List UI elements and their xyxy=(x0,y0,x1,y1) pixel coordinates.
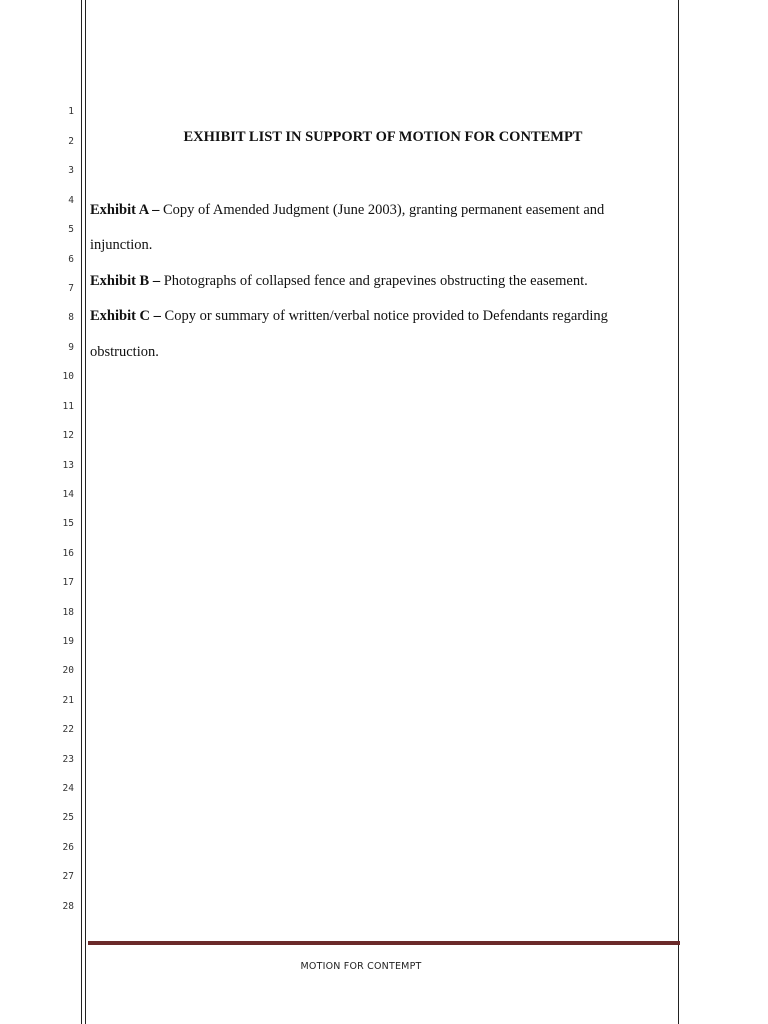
line-number: 7 xyxy=(68,283,74,294)
exhibit-b-entry xyxy=(90,272,588,290)
exhibit-c-label: Exhibit C xyxy=(90,308,151,324)
line-number: 28 xyxy=(62,901,74,912)
footer-divider xyxy=(88,941,680,945)
line-number: 25 xyxy=(62,812,74,823)
line-number-column xyxy=(40,0,74,1024)
line-number: 6 xyxy=(68,254,74,265)
line-number: 5 xyxy=(68,224,74,235)
exhibit-c-description: Copy or summary of written/verbal notice provided to Defendants regarding xyxy=(164,308,608,324)
left-margin-rule-inner xyxy=(85,0,86,1024)
line-number: 19 xyxy=(62,636,74,647)
exhibit-c-entry xyxy=(90,307,608,325)
exhibit-b-dash: – xyxy=(149,273,164,289)
line-number: 10 xyxy=(62,371,74,382)
line-number: 20 xyxy=(62,665,74,676)
exhibit-a-entry xyxy=(90,201,604,219)
line-number: 14 xyxy=(62,489,74,500)
line-number: 3 xyxy=(68,165,74,176)
exhibit-b-label: Exhibit B xyxy=(90,273,150,289)
exhibit-b-description: Photographs of collapsed fence and grapevines obstructing the easement. xyxy=(163,273,588,289)
line-number: 13 xyxy=(62,460,74,471)
line-number: 18 xyxy=(62,607,74,618)
exhibit-a-description-continued: injunction. xyxy=(90,237,153,253)
exhibit-a-description: Copy of Amended Judgment (June 2003), granting permanent easement and xyxy=(162,202,605,218)
line-number: 15 xyxy=(62,518,74,529)
line-number: 2 xyxy=(68,136,74,147)
left-margin-rule-outer xyxy=(81,0,82,1024)
exhibit-a-dash: – xyxy=(148,202,163,218)
exhibit-a-label: Exhibit A xyxy=(90,202,149,218)
line-number: 27 xyxy=(62,871,74,882)
line-number: 26 xyxy=(62,842,74,853)
document-title: EXHIBIT LIST IN SUPPORT OF MOTION FOR CONTEMPT xyxy=(183,129,583,145)
line-number: 8 xyxy=(68,312,74,323)
line-number: 4 xyxy=(68,195,74,206)
exhibit-c-dash: – xyxy=(150,308,165,324)
line-number: 9 xyxy=(68,342,74,353)
line-number: 16 xyxy=(62,548,74,559)
line-number: 17 xyxy=(62,577,74,588)
line-number: 12 xyxy=(62,430,74,441)
exhibit-c-description-continued: obstruction. xyxy=(90,344,159,360)
line-number: 23 xyxy=(62,754,74,765)
right-margin-rule xyxy=(678,0,679,1024)
line-number: 21 xyxy=(62,695,74,706)
line-number: 1 xyxy=(68,106,74,117)
line-number: 11 xyxy=(62,401,74,412)
line-number: 22 xyxy=(62,724,74,735)
footer-title: MOTION FOR CONTEMPT xyxy=(300,961,422,972)
line-number: 24 xyxy=(62,783,74,794)
